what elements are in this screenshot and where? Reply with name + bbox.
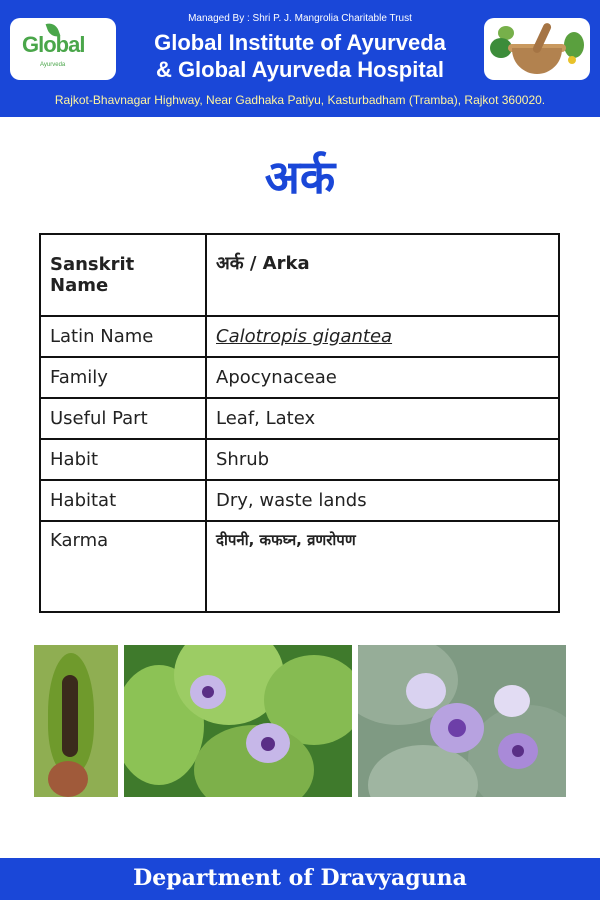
table-row: [40, 480, 559, 521]
herbs-mortar-image: [484, 18, 590, 80]
row-key: Karma: [40, 521, 206, 612]
row-key: Family: [40, 357, 206, 398]
row-value: Apocynaceae: [206, 357, 559, 398]
institute-name-line1: Global Institute of Ayurveda: [154, 30, 446, 55]
pod-photo: [34, 645, 118, 797]
row-value: Leaf, Latex: [206, 398, 559, 439]
table-row: [40, 521, 559, 612]
footer-banner: [0, 858, 600, 900]
table-row: [40, 316, 559, 357]
leaves-flowers-photo: [124, 645, 352, 797]
table-row: [40, 357, 559, 398]
row-key: Habitat: [40, 480, 206, 521]
table-row: [40, 398, 559, 439]
institute-name-line2: & Global Ayurveda Hospital: [155, 57, 445, 82]
logo-subtext: Ayurveda: [40, 62, 66, 68]
table-row: [40, 439, 559, 480]
row-value: Shrub: [206, 439, 559, 480]
page-title: अर्क: [264, 150, 336, 204]
latin-name-value: Calotropis gigantea: [206, 316, 559, 357]
managed-by-text: Managed By : Shri P. J. Mangrolia Charitable Trust: [188, 13, 412, 24]
header-banner: [0, 0, 600, 117]
row-value: Dry, waste lands: [206, 480, 559, 521]
address-text: Rajkot-Bhavnagar Highway, Near Gadhaka Patiyu, Kasturbadham (Tramba), Rajkot 360020.: [54, 93, 546, 107]
row-key: Habit: [40, 439, 206, 480]
logo-text: Global: [22, 32, 85, 57]
row-key: Sanskrit Name: [40, 234, 206, 316]
table-row: [40, 234, 559, 316]
row-key: Latin Name: [40, 316, 206, 357]
row-value: अर्क / Arka: [206, 234, 559, 316]
global-logo: [10, 18, 116, 80]
karma-value: दीपनी, कफघ्न, व्रणरोपण: [206, 521, 559, 612]
row-key: Useful Part: [40, 398, 206, 439]
flowers-closeup-photo: [358, 645, 566, 797]
department-name: Department of Dravyaguna: [133, 865, 467, 891]
herb-info-table: [39, 233, 560, 613]
